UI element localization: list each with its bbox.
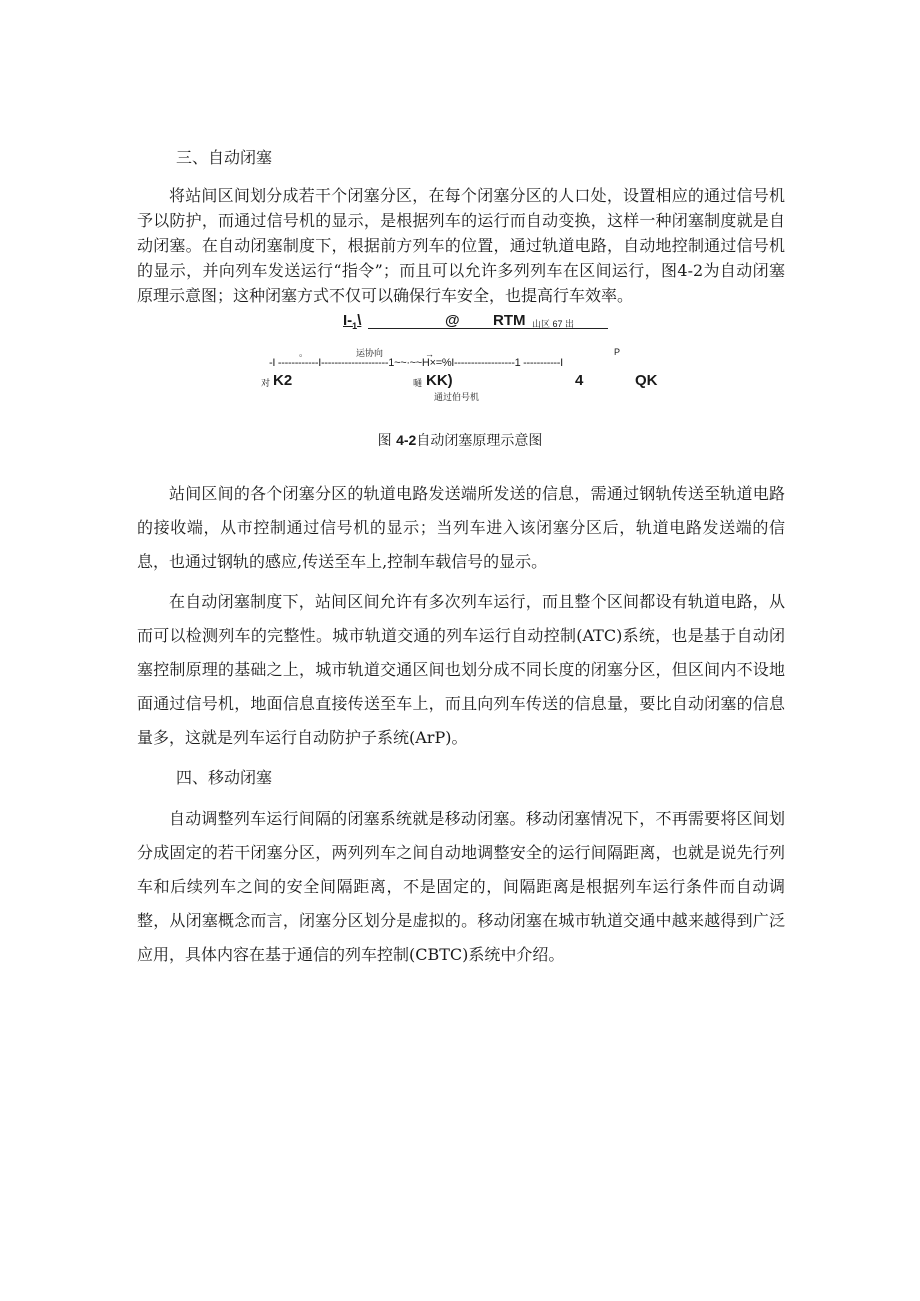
figure-label-k2: K2 [273,372,293,389]
paragraph-atc-system: 在自动闭塞制度下，站间区间允许有多次列车运行，而且整个区间都设有轨道电路，从而可以检测列车的完整性。城市轨道交通的列车运行自动控制(ATC)系统，也是基于自动闭塞控制原理的基础之上，城市轨道交通区间也划分成不同长度的闭塞分区，但区间内不设地面通过信号机，地面信息直接传送至车上，而且向列车传送的信息量，要比自动闭塞的信息量多，这就是列车运行自动防护子系统(ArP)。 [137,592,785,747]
figure-small-mark: 。 [299,348,309,358]
figure-caption [0,431,920,450]
figure-top-small-label: 山区 67 出 [532,319,575,329]
figure-signal-label: 通过伯号机 [434,392,480,402]
paragraph-track-circuit: 站间区间的各个闭塞分区的轨道电路发送端所发送的信息，需通过钢轨传送至轨道电路的接收端，从市控制通过信号机的显示；当列车进入该闭塞分区后，轨道电路发送端的信息，也通过钢轨的感应,传送至车上,控制车载信号的显示。 [137,484,785,571]
section3-heading: 三、自动闭塞 [176,148,273,167]
figure-top-label-i: $I-_1\backslash$ [343,312,362,331]
figure-track-line: -I ------------I--------------------1~~·~~H×=%I------------------1 -----------I [269,357,563,369]
figure-label-qk: QK [635,372,658,389]
figure-label-dui: 对 [261,378,271,388]
section4-paragraph: 自动调整列车运行间隔的闭塞系统就是移动闭塞。移动闭塞情况下，不再需要将区间划分成固定的若干闭塞分区，两列列车之间自动地调整安全的运行间隔距离，也就是说先行列车和后续列车之间的安全间隔距离，不是固定的，间隔距离是根据列车运行条件而自动调整，从闭塞概念而言，闭塞分区划分是虚拟的。移动闭塞在城市轨道交通中越来越得到广泛应用，具体内容在基于通信的列车控制(CBTC)系统中介绍。 [137,809,785,964]
section3-paragraph: 将站间区间划分成若干个闭塞分区，在每个闭塞分区的人口处，设置相应的通过信号机予以防护，而通过信号机的显示，是根据列车的运行而自动变换，这样一种闭塞制度就是自动闭塞。在自动闭塞制度下，根据前方列车的位置，通过轨道电路，自动地控制通过信号机的显示，并向列车发送运行“指令”；而且可以允许多列列车在区间运行，图4-2为自动闭塞原理示意图；这种闭塞方式不仅可以确保行车安全，也提高行车效率。 [137,186,785,305]
figure-direction-label: 运协向 [356,348,384,358]
figure-p-mark: P [614,347,621,357]
figure-label-nao: 嗵 [413,378,423,388]
figure-label-4: 4 [575,372,584,389]
block-diagram-figure [255,312,675,412]
figure-top-label-rtm: RTM [493,312,526,329]
caption-text: 自动闭塞原理示意图 [416,433,543,449]
caption-number: 4-2 [396,432,417,448]
caption-prefix: 图 [377,433,392,449]
figure-label-kk: KK) [426,372,453,389]
figure-top-label-at: @ [445,312,460,329]
section4-heading: 四、移动闭塞 [176,768,273,787]
figure-arrow-mark: → [425,349,434,359]
